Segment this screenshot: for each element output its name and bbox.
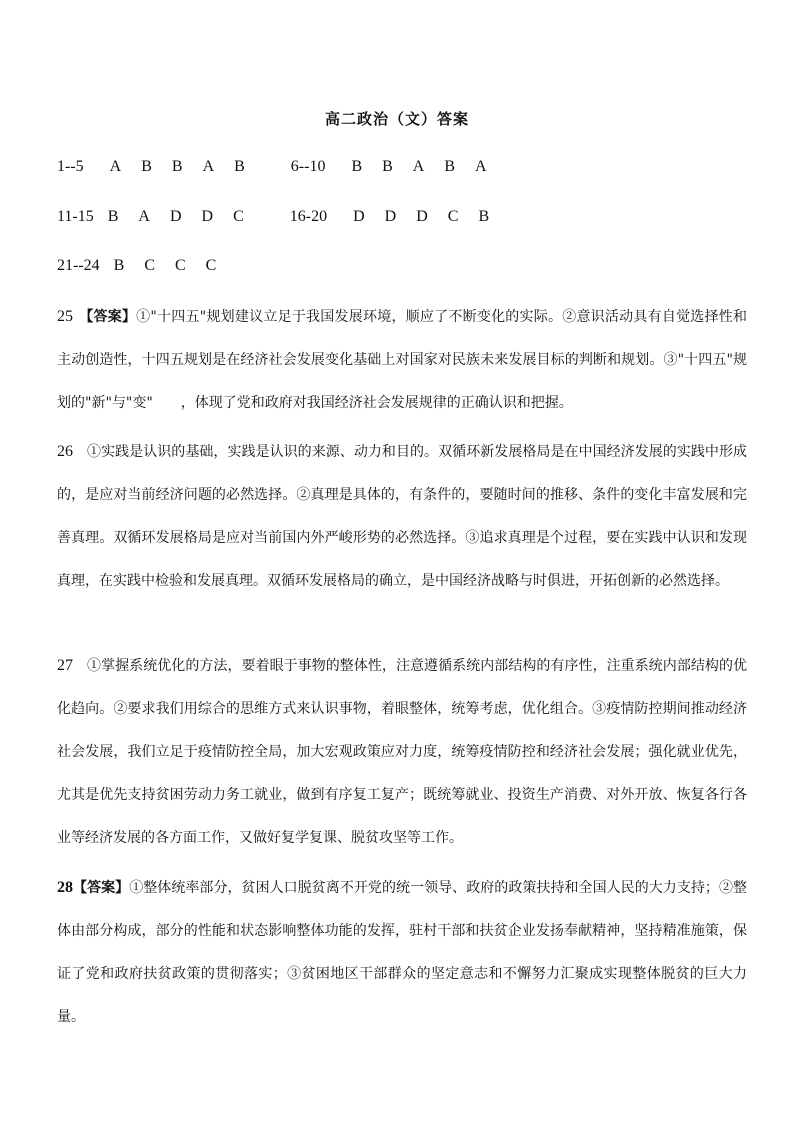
choice-answer: C bbox=[447, 208, 459, 225]
answer-text: ①整体统率部分，贫困人口脱贫离不开党的统一领导、政府的政策扶持和全国人民的大力支持；②整体由部分构成，部分的性能和状态影响整体功能的发挥，驻村干部和扶贫企业发扬奉献精神，坚持精准施策，保证了党和政府扶贫政策的贯彻落实；③贫困地区干部群众的坚定意志和不懈努力汇聚成实现整体脱贫的巨大力量。 bbox=[57, 880, 748, 1025]
choice-answer: D bbox=[416, 208, 428, 225]
choice-answer: A bbox=[138, 208, 150, 225]
choice-answer: A bbox=[109, 158, 122, 175]
question-number: 25 bbox=[57, 308, 73, 325]
question-number: 28 bbox=[57, 879, 73, 896]
choice-answer: C bbox=[205, 257, 217, 274]
choice-answer: B bbox=[478, 208, 490, 225]
choice-answer: D bbox=[353, 208, 365, 225]
question-range: 16-20 bbox=[289, 208, 328, 225]
choice-answer: B bbox=[107, 208, 119, 225]
question-number: 27 bbox=[57, 657, 73, 674]
choice-answer: B bbox=[234, 158, 245, 175]
choice-answer: B bbox=[444, 158, 456, 175]
choice-answer: A bbox=[412, 158, 425, 175]
choice-line-2 bbox=[57, 208, 505, 226]
choice-line-1 bbox=[57, 158, 503, 176]
choice-answer: D bbox=[169, 208, 182, 225]
choice-answer: B bbox=[141, 158, 152, 175]
answer-28 bbox=[57, 866, 747, 1039]
answer-25 bbox=[57, 295, 747, 425]
answer-26 bbox=[57, 430, 747, 603]
question-range: 1--5 bbox=[57, 158, 84, 175]
answer-tag: 【答案】 bbox=[73, 880, 130, 896]
choice-answer: A bbox=[202, 158, 215, 175]
choice-answer: B bbox=[171, 158, 183, 175]
answer-text: ①实践是认识的基础，实践是认识的来源、动力和目的。双循环新发展格局是在中国经济发展的实践中形成的，是应对当前经济问题的必然选择。②真理是具体的，有条件的，要随时间的推移、条件的变化丰富发展和完善真理。双循环发展格局是应对当前国内外严峻形势的必然选择。③追求真理是个过程，要在实践中认识和发现真理，在实践中检验和发展真理。双循环发展格局的确立，是中国经济战略与时俱进，开拓创新的必然选择。 bbox=[57, 444, 747, 589]
choice-answer: B bbox=[382, 158, 393, 175]
answer-27 bbox=[57, 644, 747, 860]
choice-answer: D bbox=[201, 208, 214, 225]
question-number: 26 bbox=[57, 443, 73, 460]
choice-answer: B bbox=[351, 158, 363, 175]
choice-answer: B bbox=[113, 257, 125, 274]
question-range: 21--24 bbox=[57, 257, 100, 274]
answer-text: ①"十四五"规划建议立足于我国发展环境，顺应了不断变化的实际。②意识活动具有自觉选择性和主动创造性，十四五规划是在经济社会发展变化基础上对国家对民族未来发展目标的判断和规划。③"十四五"规划的"新"与"变" ，体现了党和政府对我国经济社会发展规律的正确认识和把握。 bbox=[57, 309, 748, 411]
choice-answer: C bbox=[233, 208, 244, 225]
question-range: 11-15 bbox=[57, 208, 94, 225]
question-range: 6--10 bbox=[290, 158, 326, 175]
answer-tag: 【答案】 bbox=[79, 309, 137, 325]
choice-answer: C bbox=[175, 257, 186, 274]
page-title: 高二政治（文）答案 bbox=[324, 110, 469, 128]
answer-text: ①掌握系统优化的方法，要着眼于事物的整体性，注意遵循系统内部结构的有序性，注重系统内部结构的优化趋向。②要求我们用综合的思维方式来认识事物，着眼整体，统筹考虑，优化组合。③疫情防控期间推动经济社会发展，我们立足于疫情防控全局，加大宏观政策应对力度，统筹疫情防控和经济社会发展；强化就业优先，尤其是优先支持贫困劳动力务工就业，做到有序复工复产；既统筹就业、投资生产消费、对外开放、恢复各行各业等经济发展的各方面工作，又做好复学复课、脱贫攻坚等工作。 bbox=[57, 658, 747, 846]
choice-answer: A bbox=[475, 158, 487, 175]
choice-answer: C bbox=[144, 257, 155, 274]
choice-line-3 bbox=[57, 257, 232, 275]
choice-answer: D bbox=[384, 208, 397, 225]
